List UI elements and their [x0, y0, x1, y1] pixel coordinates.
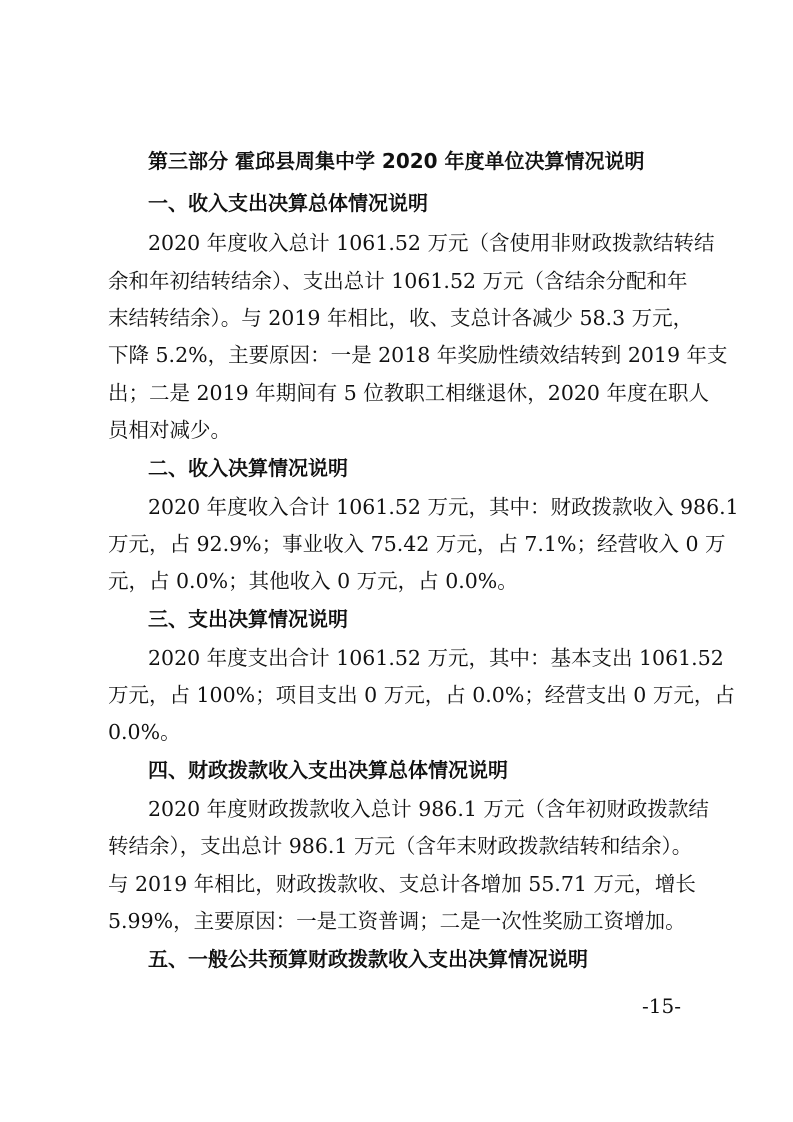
- section-heading: 一、收入支出决算总体情况说明: [148, 191, 428, 215]
- paragraph-line: 与 2019 年相比，财政拨款收、支总计各增加 55.71 万元，增长: [108, 872, 696, 896]
- paragraph-line: 2020 年度支出合计 1061.52 万元，其中：基本支出 1061.52: [148, 646, 724, 670]
- section-heading: 二、收入决算情况说明: [148, 456, 348, 480]
- section-heading: 四、财政拨款收入支出决算总体情况说明: [148, 758, 508, 782]
- paragraph-line: 0.0%。: [108, 720, 181, 744]
- paragraph-line: 元，占 0.0%；其他收入 0 万元，占 0.0%。: [108, 569, 518, 593]
- paragraph-line: 下降 5.2%，主要原因：一是 2018 年奖励性绩效结转到 2019 年支: [108, 343, 728, 367]
- document-title: 第三部分 霍邱县周集中学 2020 年度单位决算情况说明: [148, 149, 645, 173]
- paragraph-line: 5.99%，主要原因：一是工资普调；二是一次性奖励工资增加。: [108, 909, 686, 933]
- paragraph-line: 末结转结余）。与 2019 年相比，收、支总计各减少 58.3 万元，: [108, 306, 694, 330]
- page-number: -15-: [642, 994, 681, 1018]
- paragraph-line: 2020 年度收入合计 1061.52 万元，其中：财政拨款收入 986.1: [148, 495, 739, 519]
- paragraph-line: 转结余），支出总计 986.1 万元（含年末财政拨款结转和结余）。: [108, 834, 693, 858]
- paragraph-line: 万元，占 100%；项目支出 0 万元，占 0.0%；经营支出 0 万元，占: [108, 683, 735, 707]
- paragraph-line: 2020 年度收入总计 1061.52 万元（含使用非财政拨款结转结: [148, 231, 715, 255]
- paragraph-line: 员相对减少。: [108, 418, 231, 442]
- paragraph-line: 出；二是 2019 年期间有 5 位教职工相继退休，2020 年度在职人: [108, 381, 709, 405]
- paragraph-line: 2020 年度财政拨款收入总计 986.1 万元（含年初财政拨款结: [148, 797, 709, 821]
- section-heading: 五、一般公共预算财政拨款收入支出决算情况说明: [148, 947, 588, 971]
- paragraph-line: 余和年初结转结余）、支出总计 1061.52 万元（含结余分配和年: [108, 269, 688, 293]
- paragraph-line: 万元，占 92.9%；事业收入 75.42 万元，占 7.1%；经营收入 0 万: [108, 532, 726, 556]
- section-heading: 三、支出决算情况说明: [148, 607, 348, 631]
